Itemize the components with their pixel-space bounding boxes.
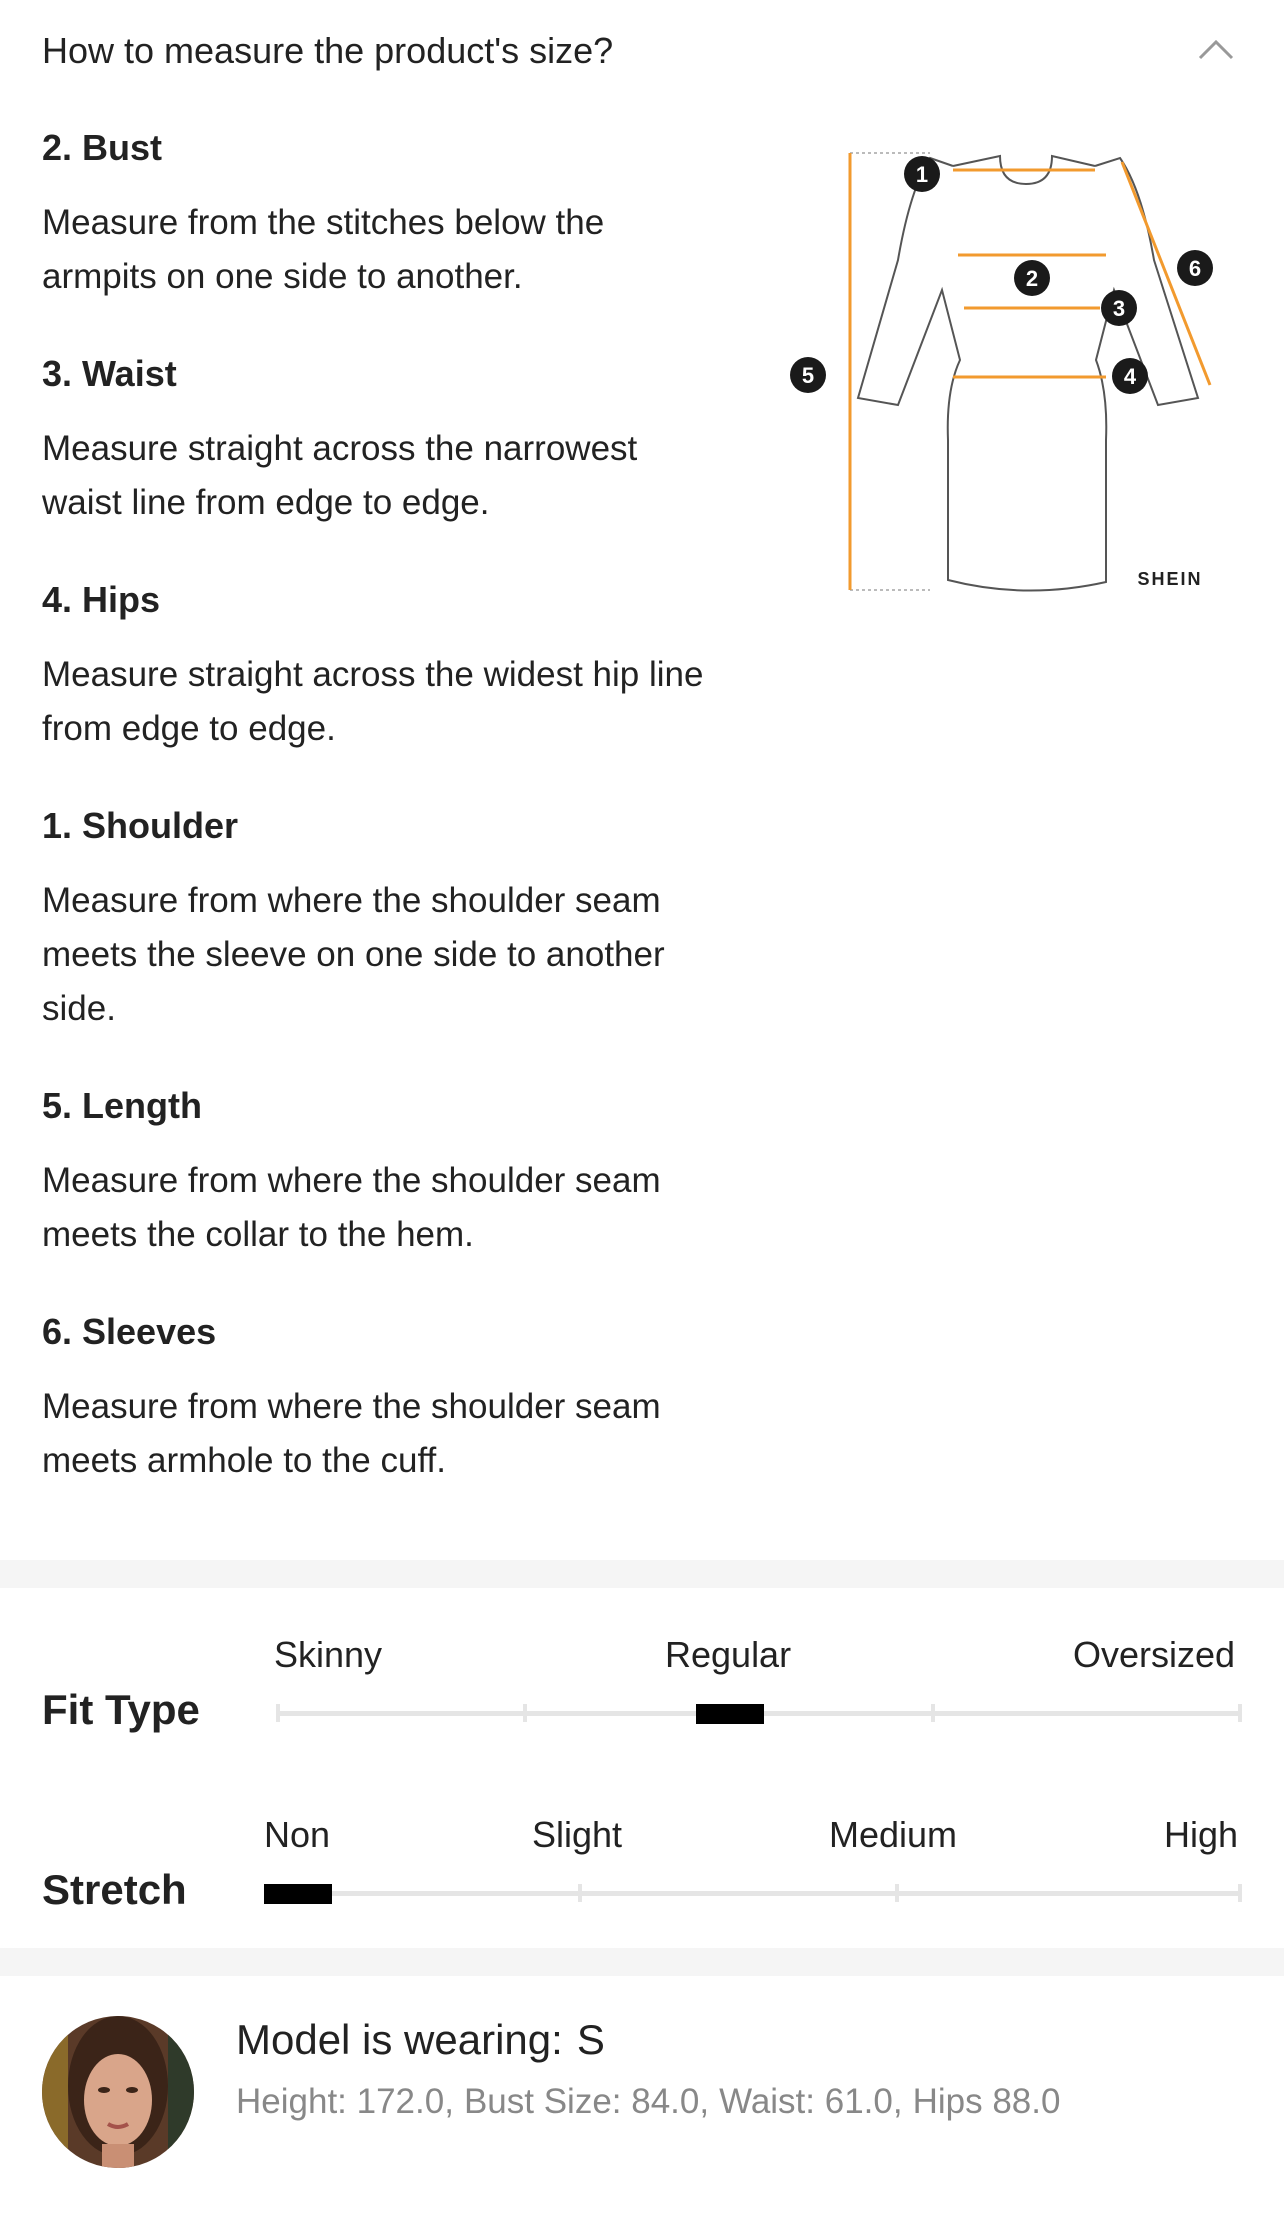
stretch-row bbox=[0, 1800, 1284, 1940]
guide-item-title: 5. Length bbox=[42, 1085, 202, 1126]
scale-tick bbox=[523, 1704, 527, 1722]
measurement-guide bbox=[42, 124, 742, 1534]
fit-type-row bbox=[0, 1620, 1284, 1760]
model-wearing-label: Model is wearing: bbox=[236, 2016, 563, 2063]
guide-item-length bbox=[42, 1082, 742, 1262]
fit-option-regular: Regular bbox=[665, 1634, 792, 1675]
model-avatar bbox=[42, 2016, 194, 2168]
scale-tick bbox=[578, 1884, 582, 1902]
brand-label: SHEIN bbox=[1137, 569, 1203, 589]
guide-item-desc: Measure straight across the narrowest waist line from edge to edge. bbox=[42, 429, 638, 522]
chevron-up-icon[interactable] bbox=[1196, 38, 1236, 62]
svg-text:6: 6 bbox=[1188, 256, 1202, 281]
svg-text:3: 3 bbox=[1112, 296, 1126, 321]
fit-type-indicator bbox=[696, 1704, 764, 1724]
model-bust: Bust Size: 84.0, bbox=[463, 2082, 710, 2121]
guide-item-title: 3. Waist bbox=[42, 353, 177, 394]
model-hips: Hips 88.0 bbox=[912, 2082, 1061, 2121]
guide-item-desc: Measure from the stitches below the armpits on one side to another. bbox=[42, 203, 605, 296]
scale-tick bbox=[1238, 1884, 1242, 1902]
guide-item-title: 6. Sleeves bbox=[42, 1311, 217, 1352]
stretch-label: Stretch bbox=[42, 1866, 187, 1913]
model-info bbox=[0, 1976, 1284, 2215]
model-stats bbox=[236, 2082, 1070, 2122]
model-height: Height: 172.0, bbox=[236, 2082, 454, 2121]
marker-1 bbox=[904, 156, 940, 192]
scale-tick bbox=[931, 1704, 935, 1722]
marker-5 bbox=[790, 357, 826, 393]
marker-6 bbox=[1177, 250, 1213, 286]
guide-item-hips bbox=[42, 576, 742, 756]
section-divider bbox=[0, 1948, 1284, 1976]
size-guide-header[interactable] bbox=[0, 0, 1284, 100]
section-divider bbox=[0, 1560, 1284, 1588]
guide-item-desc: Measure from where the shoulder seam meets the sleeve on one side to another side. bbox=[42, 881, 665, 1028]
guide-item-waist bbox=[42, 350, 742, 530]
svg-text:4: 4 bbox=[1123, 364, 1137, 389]
svg-text:5: 5 bbox=[801, 363, 815, 388]
guide-item-desc: Measure from where the shoulder seam meets the collar to the hem. bbox=[42, 1161, 661, 1254]
guide-item-bust bbox=[42, 124, 742, 304]
guide-item-sleeves bbox=[42, 1308, 742, 1488]
dress-measurement-diagram bbox=[770, 130, 1240, 610]
fit-type-label: Fit Type bbox=[42, 1686, 200, 1733]
marker-2 bbox=[1014, 260, 1050, 296]
stretch-track bbox=[264, 1891, 1242, 1896]
stretch-option-slight: Slight bbox=[532, 1814, 623, 1855]
marker-3 bbox=[1101, 290, 1137, 326]
model-wearing bbox=[236, 2016, 605, 2064]
guide-item-shoulder bbox=[42, 802, 742, 1036]
fit-option-skinny: Skinny bbox=[274, 1634, 383, 1675]
scale-tick bbox=[1238, 1704, 1242, 1722]
guide-item-title: 2. Bust bbox=[42, 127, 163, 168]
svg-text:2: 2 bbox=[1025, 266, 1039, 291]
svg-text:1: 1 bbox=[915, 162, 929, 187]
header-title: How to measure the product's size? bbox=[42, 30, 614, 71]
guide-item-desc: Measure from where the shoulder seam meets armhole to the cuff. bbox=[42, 1387, 661, 1480]
marker-4 bbox=[1112, 358, 1148, 394]
guide-item-desc: Measure straight across the widest hip line from edge to edge. bbox=[42, 655, 704, 748]
model-waist: Waist: 61.0, bbox=[719, 2082, 903, 2121]
stretch-option-medium: Medium bbox=[829, 1814, 958, 1855]
stretch-option-non: Non bbox=[264, 1814, 331, 1855]
guide-item-title: 1. Shoulder bbox=[42, 805, 239, 846]
stretch-option-high: High bbox=[1164, 1814, 1239, 1855]
fit-option-oversized: Oversized bbox=[1073, 1634, 1236, 1675]
guide-item-title: 4. Hips bbox=[42, 579, 161, 620]
scale-tick bbox=[895, 1884, 899, 1902]
model-size: S bbox=[576, 2016, 605, 2063]
stretch-indicator bbox=[264, 1884, 332, 1904]
scale-tick bbox=[276, 1704, 280, 1722]
